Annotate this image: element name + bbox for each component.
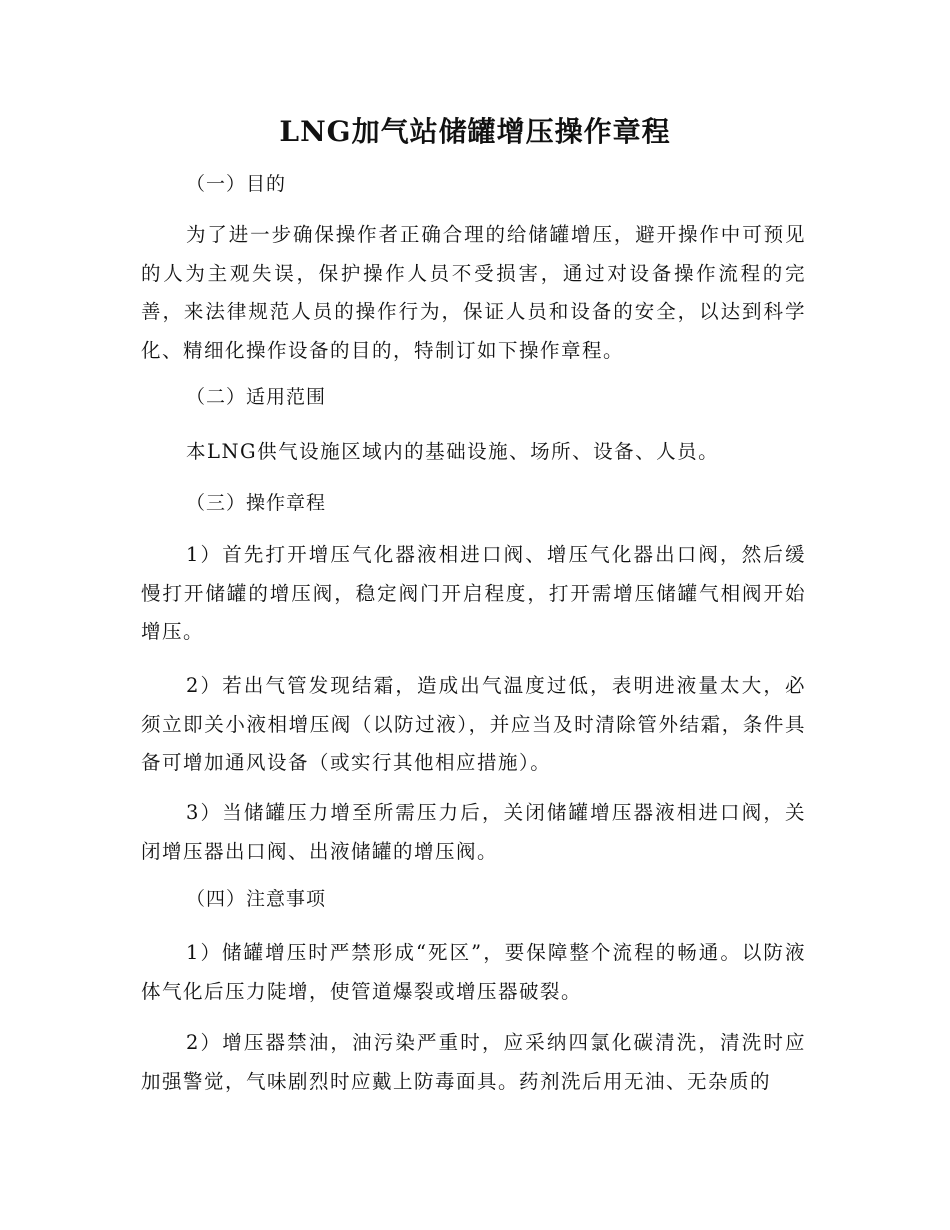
section-heading-procedure: （三）操作章程	[186, 492, 327, 514]
paragraph-procedure-step-1: 1）首先打开增压气化器液相进口阀、增压气化器出口阀，然后缓慢打开储罐的增压阀，稳定阀门开启程度，打开需增压储罐气相阀开始增压。	[141, 543, 806, 643]
section-heading-notes: （四）注意事项	[186, 888, 327, 910]
paragraph-procedure-step-2: 2）若出气管发现结霜，造成出气温度过低，表明进液量太大，必须立即关小液相增压阀（以防过液），并应当及时清除管外结霜，条件具备可增加通风设备（或实行其他相应措施）。	[141, 674, 806, 774]
paragraph-note-2: 2）增压器禁油，油污染严重时，应采纳四氯化碳清洗，清洗时应加强警觉，气味剧烈时应戴上防毒面具。药剂洗后用无油、无杂质的	[141, 1031, 806, 1093]
section-heading-purpose: （一）目的	[186, 173, 287, 195]
document-title: LNG加气站储罐增压操作章程	[279, 115, 671, 148]
paragraph-procedure-step-3: 3）当储罐压力增至所需压力后，关闭储罐增压器液相进口阀，关闭增压器出口阀、出液储罐的增压阀。	[141, 801, 806, 863]
section-heading-scope: （二）适用范围	[186, 386, 327, 408]
paragraph-scope: 本LNG供气设施区域内的基础设施、场所、设备、人员。	[186, 440, 720, 463]
paragraph-note-1: 1）储罐增压时严禁形成“死区”，要保障整个流程的畅通。以防液体气化后压力陡增，使管道爆裂或增压器破裂。	[141, 941, 806, 1003]
paragraph-purpose: 为了进一步确保操作者正确合理的给储罐增压，避开操作中可预见的人为主观失误，保护操作人员不受损害，通过对设备操作流程的完善，来法律规范人员的操作行为，保证人员和设备的安全，以达到科学化、精细化操作设备的目的，特制订如下操作章程。	[141, 223, 806, 362]
